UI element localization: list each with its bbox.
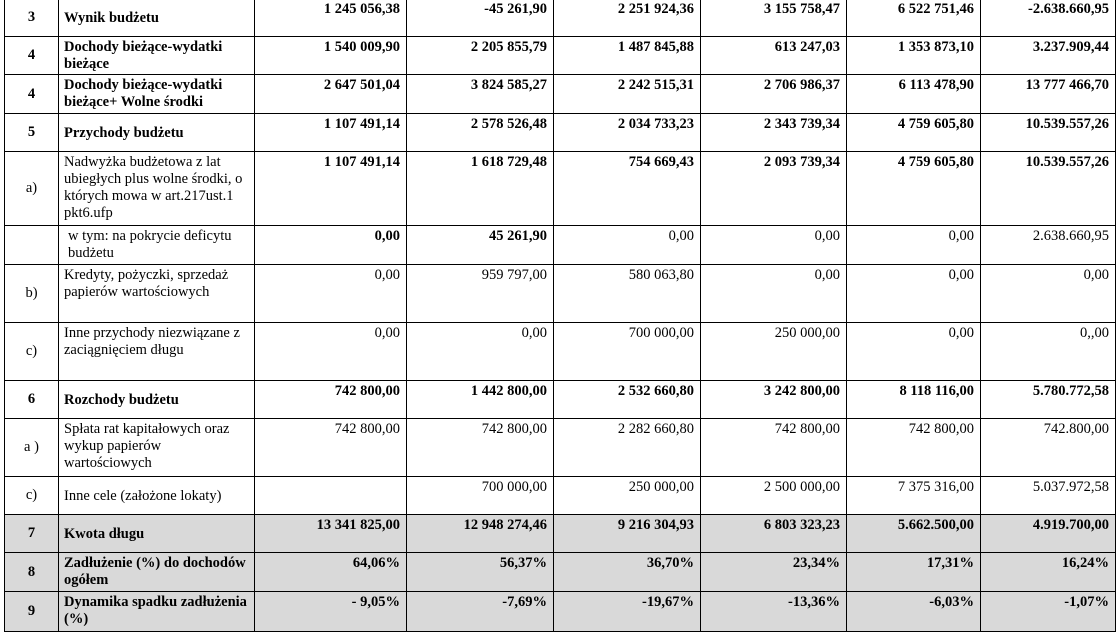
value-cell: 4.919.700,00 (981, 515, 1116, 553)
table-row (5, 0, 1116, 37)
value-cell: -7,69% (407, 592, 554, 632)
row-number: 4 (5, 37, 59, 75)
value-cell: 742 800,00 (701, 419, 847, 477)
value-cell: -2.638.660,95 (981, 0, 1116, 37)
value-cell: 1 107 491,14 (255, 152, 407, 226)
row-label: Rozchody budżetu (59, 381, 255, 419)
row-label: Wynik budżetu (59, 0, 255, 37)
value-cell: 16,24% (981, 553, 1116, 592)
value-cell: 45 261,90 (407, 226, 554, 265)
value-cell: 2 242 515,31 (554, 75, 701, 114)
value-cell: 17,31% (847, 553, 981, 592)
value-cell: 0,00 (847, 265, 981, 323)
value-cell: -1,07% (981, 592, 1116, 632)
table-row (5, 265, 1116, 323)
value-cell: 0,00 (847, 323, 981, 381)
row-number: a) (5, 152, 59, 226)
value-cell: 0,00 (554, 226, 701, 265)
value-cell: 580 063,80 (554, 265, 701, 323)
value-cell: 1 107 491,14 (255, 114, 407, 152)
row-number: 4 (5, 75, 59, 114)
value-cell: 64,06% (255, 553, 407, 592)
value-cell: 2 500 000,00 (701, 477, 847, 515)
value-cell: 9 216 304,93 (554, 515, 701, 553)
value-cell: 3 242 800,00 (701, 381, 847, 419)
value-cell: 23,34% (701, 553, 847, 592)
row-number: b) (5, 265, 59, 323)
value-cell (255, 477, 407, 515)
table-row (5, 37, 1116, 75)
value-cell: 2 282 660,80 (554, 419, 701, 477)
row-number (5, 226, 59, 265)
value-cell: 10.539.557,26 (981, 114, 1116, 152)
value-cell: 700 000,00 (554, 323, 701, 381)
value-cell: 250 000,00 (554, 477, 701, 515)
table-row (5, 381, 1116, 419)
table-row (5, 477, 1116, 515)
row-number: c) (5, 323, 59, 381)
value-cell: 6 803 323,23 (701, 515, 847, 553)
value-cell: -45 261,90 (407, 0, 554, 37)
value-cell: -19,67% (554, 592, 701, 632)
value-cell: 1 487 845,88 (554, 37, 701, 75)
value-cell: 5.662.500,00 (847, 515, 981, 553)
value-cell: 3 824 585,27 (407, 75, 554, 114)
value-cell: 742 800,00 (255, 381, 407, 419)
row-label: Zadłużenie (%) do dochodów ogółem (59, 553, 255, 592)
row-label: Inne cele (założone lokaty) (59, 477, 255, 515)
row-number: 8 (5, 553, 59, 592)
value-cell: 0,00 (701, 265, 847, 323)
table-row (5, 75, 1116, 114)
row-number: 6 (5, 381, 59, 419)
value-cell: 1 442 800,00 (407, 381, 554, 419)
value-cell: 2 578 526,48 (407, 114, 554, 152)
table-row (5, 592, 1116, 632)
value-cell: 2 647 501,04 (255, 75, 407, 114)
value-cell: 2 034 733,23 (554, 114, 701, 152)
value-cell: 4 759 605,80 (847, 114, 981, 152)
value-cell: 959 797,00 (407, 265, 554, 323)
value-cell: 36,70% (554, 553, 701, 592)
value-cell: 13 777 466,70 (981, 75, 1116, 114)
value-cell: 2 205 855,79 (407, 37, 554, 75)
table-row (5, 553, 1116, 592)
value-cell: 2 706 986,37 (701, 75, 847, 114)
value-cell: 742 800,00 (255, 419, 407, 477)
row-number: 5 (5, 114, 59, 152)
value-cell: 7 375 316,00 (847, 477, 981, 515)
value-cell: 2.638.660,95 (981, 226, 1116, 265)
row-number: 3 (5, 0, 59, 37)
row-number: c) (5, 477, 59, 515)
value-cell: 1 540 009,90 (255, 37, 407, 75)
row-number: 9 (5, 592, 59, 632)
value-cell: 0,00 (981, 265, 1116, 323)
value-cell: 613 247,03 (701, 37, 847, 75)
value-cell: 742 800,00 (407, 419, 554, 477)
table-row (5, 226, 1116, 265)
value-cell: 1 245 056,38 (255, 0, 407, 37)
value-cell: 2 093 739,34 (701, 152, 847, 226)
value-cell: 4 759 605,80 (847, 152, 981, 226)
value-cell: 754 669,43 (554, 152, 701, 226)
value-cell: 1 618 729,48 (407, 152, 554, 226)
row-label: Nadwyżka budżetowa z lat ubiegłych plus wolne środki, o których mowa w art.217ust.1 pkt6.ufp (59, 152, 255, 226)
value-cell: 6 522 751,46 (847, 0, 981, 37)
value-cell: -6,03% (847, 592, 981, 632)
row-label: w tym: na pokrycie deficytu budżetu (59, 226, 255, 265)
value-cell: 10.539.557,26 (981, 152, 1116, 226)
row-label: Dynamika spadku zadłużenia (%) (59, 592, 255, 632)
value-cell: 0,00 (255, 226, 407, 265)
value-cell: 8 118 116,00 (847, 381, 981, 419)
value-cell: 13 341 825,00 (255, 515, 407, 553)
budget-table (4, 0, 1116, 632)
table-row (5, 114, 1116, 152)
value-cell: 742.800,00 (981, 419, 1116, 477)
value-cell: 2 343 739,34 (701, 114, 847, 152)
row-label: Kwota długu (59, 515, 255, 553)
table-body (5, 0, 1116, 632)
value-cell: 0,00 (407, 323, 554, 381)
value-cell: 12 948 274,46 (407, 515, 554, 553)
value-cell: 0,00 (701, 226, 847, 265)
row-label: Spłata rat kapitałowych oraz wykup papierów wartościowych (59, 419, 255, 477)
value-cell: -13,36% (701, 592, 847, 632)
row-label: Kredyty, pożyczki, sprzedaż papierów wartościowych (59, 265, 255, 323)
value-cell: 0,,00 (981, 323, 1116, 381)
value-cell: 742 800,00 (847, 419, 981, 477)
value-cell: 3 155 758,47 (701, 0, 847, 37)
value-cell: 3.237.909,44 (981, 37, 1116, 75)
row-label: Inne przychody niezwiązane z zaciągnięciem długu (59, 323, 255, 381)
value-cell: 1 353 873,10 (847, 37, 981, 75)
value-cell: 250 000,00 (701, 323, 847, 381)
table-row (5, 323, 1116, 381)
value-cell: - 9,05% (255, 592, 407, 632)
value-cell: 2 532 660,80 (554, 381, 701, 419)
value-cell: 5.780.772,58 (981, 381, 1116, 419)
table-row (5, 152, 1116, 226)
row-label: Przychody budżetu (59, 114, 255, 152)
row-label: Dochody bieżące-wydatki bieżące (59, 37, 255, 75)
row-number: a ) (5, 419, 59, 477)
value-cell: 0,00 (847, 226, 981, 265)
table-row (5, 419, 1116, 477)
value-cell: 2 251 924,36 (554, 0, 701, 37)
value-cell: 0,00 (255, 323, 407, 381)
value-cell: 700 000,00 (407, 477, 554, 515)
value-cell: 0,00 (255, 265, 407, 323)
table-row (5, 515, 1116, 553)
row-label: Dochody bieżące-wydatki bieżące+ Wolne środki (59, 75, 255, 114)
value-cell: 5.037.972,58 (981, 477, 1116, 515)
value-cell: 6 113 478,90 (847, 75, 981, 114)
value-cell: 56,37% (407, 553, 554, 592)
row-number: 7 (5, 515, 59, 553)
